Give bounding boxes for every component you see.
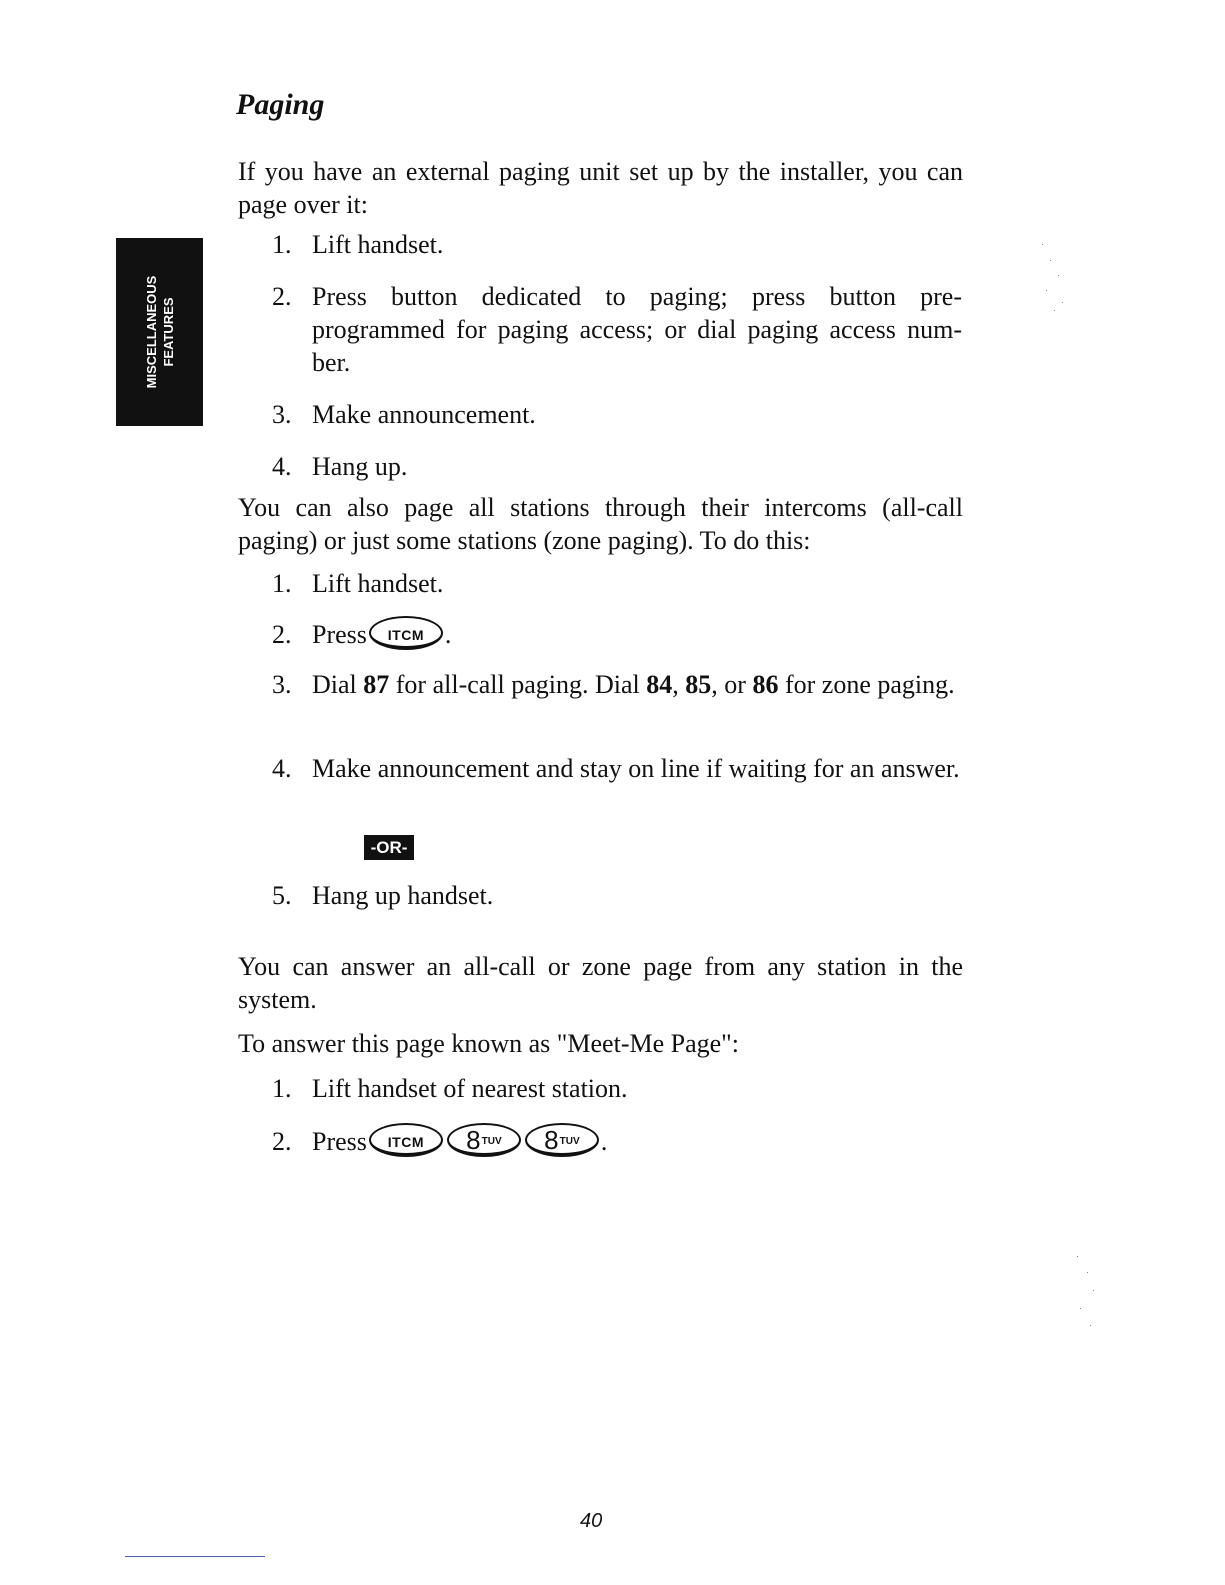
step-number: 2. bbox=[272, 1127, 292, 1156]
section-tab-label bbox=[143, 276, 177, 389]
step-text: Lift handset. bbox=[312, 569, 444, 598]
step-text: Make announcement and stay on line if waiting for an answer. bbox=[312, 754, 960, 783]
scan-speckle bbox=[1075, 1250, 1100, 1340]
code-zone-2: 85 bbox=[685, 670, 712, 699]
step-text: Press button dedicated to paging; press button pre-programmed for paging access; or dial paging access num-ber. bbox=[312, 282, 962, 377]
step-suffix: . bbox=[600, 1127, 608, 1156]
allcall-paragraph: You can also page all stations through their intercoms (all-call paging) or just some stations (zone paging). To do this: bbox=[238, 493, 963, 555]
key-letters: TUV bbox=[481, 1136, 502, 1148]
section-tab-line2: FEATURES bbox=[160, 297, 176, 367]
code-zone-3: 86 bbox=[752, 670, 779, 699]
section-tab bbox=[116, 238, 203, 426]
press-label: Press bbox=[312, 1127, 367, 1156]
step-number: 3. bbox=[272, 670, 292, 699]
page-heading: Paging bbox=[236, 88, 325, 121]
answer-paragraph: You can answer an all-call or zone page from any station in the system. bbox=[238, 952, 963, 1014]
press-label: Press bbox=[312, 620, 367, 649]
text-run: for all-call paging. Dial bbox=[389, 670, 647, 699]
code-zone-1: 84 bbox=[646, 670, 673, 699]
step-number: 1. bbox=[272, 569, 292, 598]
step-text: Lift handset of nearest station. bbox=[312, 1074, 628, 1103]
itcm-key-icon bbox=[369, 1123, 443, 1157]
meet-me-paragraph: To answer this page known as "Meet-Me Page": bbox=[238, 1029, 740, 1058]
step-text bbox=[312, 668, 962, 701]
step-text: Hang up. bbox=[312, 452, 408, 481]
step-text: Make announcement. bbox=[312, 400, 536, 429]
itcm-key-label: ITCM bbox=[387, 1134, 425, 1151]
eight-key-icon bbox=[525, 1123, 599, 1157]
step-text bbox=[312, 1125, 962, 1161]
step-number: 1. bbox=[272, 230, 292, 259]
section-tab-line1: MISCELLANEOUS bbox=[143, 275, 159, 389]
eight-key-icon bbox=[447, 1123, 521, 1157]
step-number: 5. bbox=[272, 881, 292, 910]
step-number: 2. bbox=[272, 620, 292, 649]
key-letters: TUV bbox=[559, 1136, 580, 1148]
text-run: Dial bbox=[312, 670, 364, 699]
code-allcall: 87 bbox=[363, 670, 390, 699]
scan-edge-line bbox=[125, 1556, 265, 1557]
or-badge: -OR- bbox=[364, 835, 414, 860]
itcm-key-label: ITCM bbox=[387, 627, 425, 644]
step-number: 1. bbox=[272, 1074, 292, 1103]
text-run: , or bbox=[711, 670, 753, 699]
key-digit: 8 bbox=[544, 1125, 559, 1156]
step-text: Hang up handset. bbox=[312, 881, 494, 910]
page-number: 40 bbox=[580, 1510, 603, 1532]
itcm-key-icon bbox=[369, 616, 443, 650]
step-suffix: . bbox=[444, 620, 452, 649]
step-number: 2. bbox=[272, 282, 292, 311]
text-run: for zone paging. bbox=[778, 670, 955, 699]
text-run: , bbox=[672, 670, 686, 699]
step-text bbox=[312, 618, 962, 654]
scan-speckle bbox=[1040, 240, 1070, 320]
step-number: 4. bbox=[272, 452, 292, 481]
intro-paragraph: If you have an external paging unit set up by the installer, you can page over it: bbox=[238, 157, 963, 219]
step-number: 4. bbox=[272, 754, 292, 783]
key-digit: 8 bbox=[466, 1125, 481, 1156]
step-text: Lift handset. bbox=[312, 230, 444, 259]
step-number: 3. bbox=[272, 400, 292, 429]
